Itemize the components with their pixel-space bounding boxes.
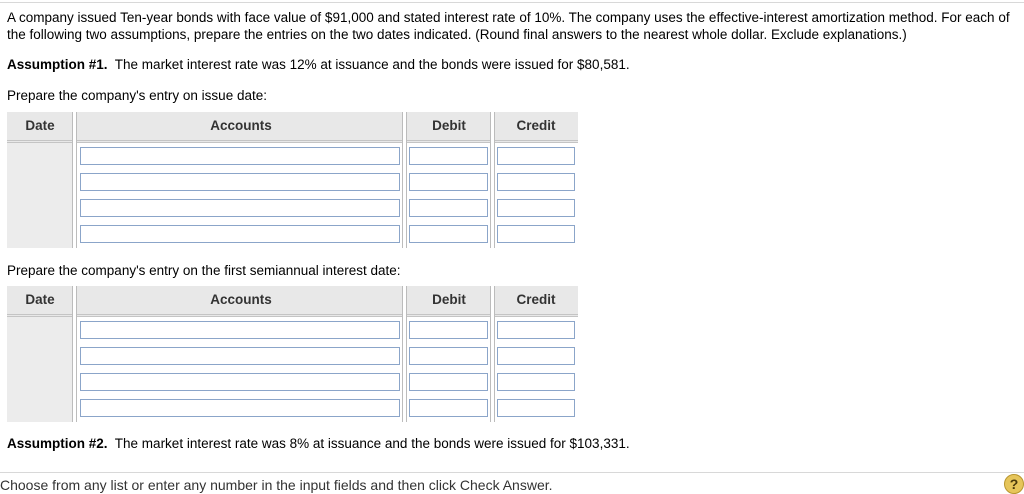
interest-account-input-3[interactable]	[80, 373, 400, 391]
column-divider	[402, 112, 407, 248]
bottom-divider	[0, 472, 1024, 473]
column-divider	[402, 286, 407, 422]
interest-debit-input-4[interactable]	[409, 399, 488, 417]
interest-credit-input-4[interactable]	[497, 399, 575, 417]
issue-credit-input-2[interactable]	[497, 173, 575, 191]
column-divider	[490, 112, 495, 248]
interest-credit-input-2[interactable]	[497, 347, 575, 365]
interest-credit-input-3[interactable]	[497, 373, 575, 391]
column-divider	[72, 286, 77, 422]
interest-date-prompt: Prepare the company's entry on the first semiannual interest date:	[7, 263, 401, 278]
issue-credit-input-3[interactable]	[497, 199, 575, 217]
interest-debit-input-3[interactable]	[409, 373, 488, 391]
interest-credit-input-1[interactable]	[497, 321, 575, 339]
accounts-column-header: Accounts	[210, 118, 272, 133]
issue-credit-input-1[interactable]	[497, 147, 575, 165]
interest-account-input-1[interactable]	[80, 321, 400, 339]
column-divider	[490, 286, 495, 422]
interest-account-input-4[interactable]	[80, 399, 400, 417]
issue-date-prompt: Prepare the company's entry on issue date:	[7, 88, 267, 103]
issue-debit-input-4[interactable]	[409, 225, 488, 243]
debit-column-header: Debit	[432, 292, 466, 307]
interest-date-journal-table	[7, 286, 578, 422]
column-divider	[72, 112, 77, 248]
assumption-2-text: The market interest rate was 8% at issuance and the bonds were issued for $103,331.	[114, 436, 630, 451]
assumption-1-label: Assumption #1.	[7, 57, 108, 72]
issue-debit-input-2[interactable]	[409, 173, 488, 191]
instructions-text: Choose from any list or enter any number in the input fields and then click Check Answer.	[0, 477, 553, 493]
interest-debit-input-2[interactable]	[409, 347, 488, 365]
issue-account-input-1[interactable]	[80, 147, 400, 165]
issue-debit-input-3[interactable]	[409, 199, 488, 217]
credit-column-header: Credit	[516, 292, 556, 307]
problem-statement: A company issued Ten-year bonds with face value of $91,000 and stated interest rate of 10%. The company uses the effective-interest amortization method. For each of the following two assumptions, prepare the entries on the two dates indicated. (Round final answers to the nearest whole dollar. Exclude explanations.)	[7, 10, 1010, 42]
issue-date-journal-table	[7, 112, 578, 248]
accounts-column-header: Accounts	[210, 292, 272, 307]
issue-debit-input-1[interactable]	[409, 147, 488, 165]
assumption-1	[7, 56, 630, 73]
date-column-header: Date	[25, 118, 55, 133]
assumption-2	[7, 435, 630, 452]
interest-date-date-cell	[7, 317, 73, 422]
issue-account-input-3[interactable]	[80, 199, 400, 217]
debit-column-header: Debit	[432, 118, 466, 133]
date-column-header: Date	[25, 292, 55, 307]
credit-column-header: Credit	[516, 118, 556, 133]
assumption-2-label: Assumption #2.	[7, 436, 108, 451]
top-divider	[0, 2, 1024, 3]
assumption-1-text: The market interest rate was 12% at issuance and the bonds were issued for $80,581.	[114, 57, 630, 72]
interest-account-input-2[interactable]	[80, 347, 400, 365]
help-icon[interactable]: ?	[1004, 474, 1024, 494]
issue-date-date-cell	[7, 143, 73, 248]
issue-credit-input-4[interactable]	[497, 225, 575, 243]
issue-account-input-2[interactable]	[80, 173, 400, 191]
interest-debit-input-1[interactable]	[409, 321, 488, 339]
issue-account-input-4[interactable]	[80, 225, 400, 243]
